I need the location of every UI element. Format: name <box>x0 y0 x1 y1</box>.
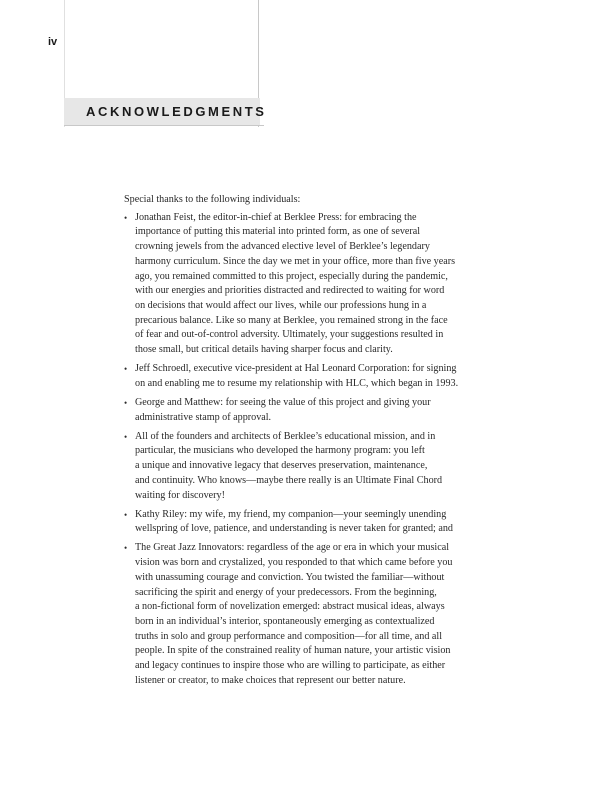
list-item-line: sacrificing the spirit and energy of your predecessors. From the beginning, <box>135 586 437 598</box>
intro-text: Special thanks to the following individuals: <box>124 194 301 205</box>
list-item-line: The Great Jazz Innovators: regardless of the age or era in which your musical <box>135 542 450 554</box>
bullet-icon: • <box>124 212 128 223</box>
list-item-line: particular, the musicians who developed the harmony program: you left <box>135 445 425 457</box>
list-item-line: born in an individual’s interior, spontaneously emerging as contextualized <box>135 615 435 627</box>
list-item-line: Jonathan Feist, the editor-in-chief at Berklee Press: for embracing the <box>135 211 417 223</box>
list-item-line: wellspring of love, patience, and understanding is never taken for granted; and <box>135 523 453 535</box>
list-item-line: importance of putting this material into printed form, as one of several <box>135 226 421 238</box>
list-item-line: of fear and out-of-control adversity. Ultimately, your suggestions resulted in <box>135 329 444 341</box>
list-item-line: vision was born and crystalized, you responded to that which came before you <box>135 557 453 569</box>
list-item-line: harmony curriculum. Since the day we met in your office, more than five years <box>135 255 456 267</box>
list-item-line: administrative stamp of approval. <box>135 411 272 423</box>
list-item-line: a non-fictional form of novelization emerged: abstract musical ideas, always <box>135 601 445 613</box>
list-item-line: crowning jewels from the advanced elective level of Berklee’s legendary <box>135 241 430 253</box>
bullet-icon: • <box>124 397 128 408</box>
list-item-line: ago, you remained committed to this project, especially during the pandemic, <box>135 270 448 282</box>
bullet-icon: • <box>124 509 128 520</box>
bullet-icon: • <box>124 543 128 554</box>
list-item-line: and continuity. Who knows—maybe there really is an Ultimate Final Chord <box>135 474 443 486</box>
list-item <box>124 508 488 537</box>
list-item <box>124 362 488 391</box>
list-item-line: on decisions that would affect our lives, while our professions hung in a <box>135 299 427 311</box>
list-item-line: with unassuming courage and conviction. You twisted the familiar—without <box>135 571 445 583</box>
list-item-line: George and Matthew: for seeing the value of this project and giving your <box>135 396 431 408</box>
list-item <box>124 541 488 688</box>
list-item <box>124 430 488 504</box>
acknowledgments-body <box>124 193 488 693</box>
thanks-list <box>124 211 488 689</box>
list-item-line: people. In spite of the constrained reality of human nature, your artistic vision <box>135 645 451 657</box>
list-item-line: waiting for discovery! <box>135 489 225 501</box>
bullet-icon: • <box>124 431 128 442</box>
list-item-line: precarious balance. Like so many at Berklee, you remained strong in the face <box>135 314 448 326</box>
page-number: iv <box>48 36 58 48</box>
list-item <box>124 211 488 358</box>
list-item-line: Kathy Riley: my wife, my friend, my companion—your seemingly unending <box>135 508 447 520</box>
list-item-line: listener or creator, to make choices that represent our better nature. <box>135 674 406 686</box>
list-item-line: a unique and innovative legacy that deserves preservation, maintenance, <box>135 460 428 472</box>
list-item <box>124 396 488 425</box>
list-item-line: Jeff Schroedl, executive vice-president at Hal Leonard Corporation: for signing <box>135 363 457 375</box>
crop-guide-horizontal <box>64 125 264 126</box>
page-title: ACKNOWLEDGMENTS <box>86 104 267 119</box>
list-item-line: All of the founders and architects of Berklee’s educational mission, and in <box>135 430 436 442</box>
list-item-line: with our energies and priorities distracted and redirected to waiting for word <box>135 285 445 297</box>
list-item-line: truths in solo and group performance and composition—for all time, and all <box>135 630 443 642</box>
list-item-line: and legacy continues to inspire those who are willing to participate, as either <box>135 660 446 672</box>
list-item-line: on and enabling me to resume my relationship with HLC, which began in 1993. <box>135 377 459 389</box>
bullet-icon: • <box>124 364 128 375</box>
list-item-line: those small, but critical details having sharper focus and clarity. <box>135 344 393 356</box>
